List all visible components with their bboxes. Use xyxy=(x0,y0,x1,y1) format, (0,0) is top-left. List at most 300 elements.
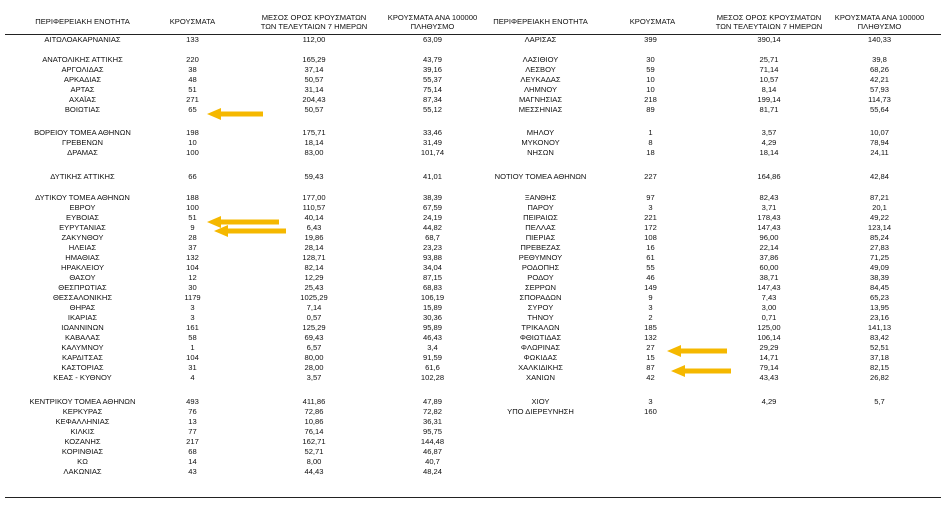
per-100k-value: 44,82 xyxy=(422,223,442,232)
region-name: ΤΡΙΚΑΛΩΝ xyxy=(521,323,560,332)
region-name: ΛΑΡΙΣΑΣ xyxy=(524,35,557,44)
cases-value: 46 xyxy=(646,273,655,282)
cases-value: 97 xyxy=(646,193,655,202)
region-name: ΑΝΑΤΟΛΙΚΗΣ ΑΤΤΙΚΗΣ xyxy=(42,55,123,64)
avg-7day-value: 4,29 xyxy=(761,138,777,147)
per-100k-value: 87,15 xyxy=(422,273,442,282)
per-100k-value: 15,89 xyxy=(422,303,442,312)
avg-7day-value: 6,57 xyxy=(306,343,322,352)
avg-7day-value: 3,71 xyxy=(761,203,777,212)
cases-value: 30 xyxy=(188,283,197,292)
header-per-line2: ΠΛΗΘΥΣΜΟ xyxy=(857,22,902,31)
per-100k-value: 91,59 xyxy=(422,353,442,362)
region-name: ΥΠΟ ΔΙΕΡΕΥΝΗΣΗ xyxy=(507,407,574,416)
region-name: ΑΙΤΩΛΟΑΚΑΡΝΑΝΙΑΣ xyxy=(44,35,121,44)
header-per-line1: ΚΡΟΥΣΜΑΤΑ ΑΝΑ 100000 xyxy=(387,13,478,22)
cases-value: 15 xyxy=(646,353,655,362)
cases-value: 16 xyxy=(646,243,655,252)
per-100k-value: 23,16 xyxy=(869,313,889,322)
per-100k-value: 33,46 xyxy=(422,128,442,137)
region-name: ΕΥΒΟΙΑΣ xyxy=(66,213,99,222)
avg-7day-value: 72,86 xyxy=(304,407,324,416)
cases-value: 1 xyxy=(648,128,653,137)
avg-7day-value: 50,57 xyxy=(304,105,324,114)
region-name: ΔΡΑΜΑΣ xyxy=(67,148,98,157)
per-100k-value: 3,4 xyxy=(427,343,438,352)
avg-7day-value: 37,86 xyxy=(759,253,779,262)
region-name: ΛΕΥΚΑΔΑΣ xyxy=(520,75,561,84)
avg-7day-value: 112,00 xyxy=(302,35,326,44)
avg-7day-value: 7,43 xyxy=(761,293,777,302)
highlight-arrow-evrytanias xyxy=(214,225,286,237)
arrow-shape xyxy=(207,108,263,120)
region-name: ΧΙΟΥ xyxy=(531,397,550,406)
per-100k-value: 23,23 xyxy=(422,243,442,252)
region-name: ΔΥΤΙΚΟΥ ΤΟΜΕΑ ΑΘΗΝΩΝ xyxy=(35,193,130,202)
cases-value: 104 xyxy=(186,353,199,362)
cases-value: 1179 xyxy=(184,293,201,302)
per-100k-value: 10,07 xyxy=(869,128,889,137)
arrow-shape xyxy=(671,365,731,377)
region-name: ΜΕΣΣΗΝΙΑΣ xyxy=(518,105,563,114)
region-name: ΠΙΕΡΙΑΣ xyxy=(525,233,556,242)
per-100k-value: 42,84 xyxy=(869,172,889,181)
cases-value: 48 xyxy=(188,75,197,84)
avg-7day-value: 25,43 xyxy=(304,283,324,292)
region-name: ΚΕΦΑΛΛΗΝΙΑΣ xyxy=(55,417,110,426)
cases-value: 30 xyxy=(646,55,655,64)
avg-7day-value: 44,43 xyxy=(304,467,324,476)
highlight-arrow-boiotias xyxy=(207,108,263,120)
bottom-rule xyxy=(5,497,941,498)
avg-7day-value: 8,00 xyxy=(306,457,322,466)
avg-7day-value: 43,43 xyxy=(759,373,779,382)
region-name: ΕΒΡΟΥ xyxy=(69,203,96,212)
avg-7day-value: 177,00 xyxy=(302,193,326,202)
per-100k-value: 24,19 xyxy=(422,213,442,222)
cases-value: 77 xyxy=(188,427,197,436)
avg-7day-value: 128,71 xyxy=(302,253,326,262)
cases-value: 59 xyxy=(646,65,655,74)
per-100k-value: 39,8 xyxy=(872,55,887,64)
region-name: ΚΑΡΔΙΤΣΑΣ xyxy=(62,353,103,362)
avg-7day-value: 1025,29 xyxy=(300,293,328,302)
region-name: ΤΗΝΟΥ xyxy=(527,313,554,322)
cases-value: 42 xyxy=(646,373,655,382)
region-name: ΔΥΤΙΚΗΣ ΑΤΤΙΚΗΣ xyxy=(50,172,115,181)
per-100k-value: 37,18 xyxy=(869,353,889,362)
per-100k-value: 83,42 xyxy=(869,333,889,342)
per-100k-value: 68,7 xyxy=(425,233,440,242)
per-100k-value: 55,12 xyxy=(422,105,442,114)
cases-value: 87 xyxy=(646,363,655,372)
avg-7day-value: 162,71 xyxy=(302,437,326,446)
avg-7day-value: 22,14 xyxy=(759,243,779,252)
per-100k-value: 123,14 xyxy=(867,223,892,232)
region-name: ΑΡΚΑΔΙΑΣ xyxy=(63,75,102,84)
avg-7day-value: 204,43 xyxy=(302,95,326,104)
per-100k-value: 49,22 xyxy=(869,213,889,222)
per-100k-value: 84,45 xyxy=(869,283,889,292)
avg-7day-value: 18,14 xyxy=(304,138,324,147)
avg-7day-value: 165,29 xyxy=(302,55,326,64)
region-name: ΚΩ xyxy=(77,457,88,466)
cases-value: 51 xyxy=(188,213,197,222)
avg-7day-value: 76,14 xyxy=(304,427,324,436)
avg-7day-value: 82,43 xyxy=(759,193,779,202)
cases-value: 3 xyxy=(648,203,653,212)
region-name: ΠΑΡΟΥ xyxy=(527,203,554,212)
region-name: ΦΩΚΙΔΑΣ xyxy=(523,353,558,362)
avg-7day-value: 0,57 xyxy=(306,313,322,322)
header-region-right: ΠΕΡΙΦΕΡΕΙΑΚΗ ΕΝΟΤΗΤΑ xyxy=(493,17,588,26)
cases-value: 37 xyxy=(188,243,197,252)
per-100k-value: 49,09 xyxy=(869,263,889,272)
region-name: ΘΕΣΠΡΩΤΙΑΣ xyxy=(58,283,107,292)
per-100k-value: 20,1 xyxy=(872,203,887,212)
cases-value: 160 xyxy=(644,407,657,416)
cases-value: 221 xyxy=(644,213,657,222)
avg-7day-value: 82,14 xyxy=(304,263,324,272)
cases-value: 3 xyxy=(190,313,195,322)
cases-value: 10 xyxy=(646,75,655,84)
avg-7day-value: 3,57 xyxy=(306,373,322,382)
per-100k-value: 63,09 xyxy=(422,35,442,44)
region-name: ΘΕΣΣΑΛΟΝΙΚΗΣ xyxy=(52,293,113,302)
per-100k-value: 46,43 xyxy=(422,333,442,342)
per-100k-value: 46,87 xyxy=(422,447,442,456)
avg-7day-value: 29,29 xyxy=(759,343,779,352)
region-name: ΡΟΔΟΥ xyxy=(527,273,554,282)
cases-value: 198 xyxy=(186,128,199,137)
cases-value: 100 xyxy=(186,148,199,157)
cases-value: 14 xyxy=(188,457,197,466)
per-100k-value: 36,31 xyxy=(422,417,442,426)
avg-7day-value: 50,57 xyxy=(304,75,324,84)
cases-value: 100 xyxy=(186,203,199,212)
per-100k-value: 72,82 xyxy=(422,407,442,416)
region-name: ΚΕΑΣ - ΚΥΘΝΟΥ xyxy=(53,373,112,382)
cases-value: 217 xyxy=(186,437,199,446)
per-100k-value: 106,19 xyxy=(420,293,445,302)
region-name: ΛΑΣΙΘΙΟΥ xyxy=(522,55,559,64)
avg-7day-value: 106,14 xyxy=(757,333,781,342)
per-100k-value: 41,01 xyxy=(422,172,442,181)
per-100k-value: 5,7 xyxy=(874,397,885,406)
cases-value: 220 xyxy=(186,55,199,64)
cases-value: 185 xyxy=(644,323,657,332)
avg-7day-value: 8,14 xyxy=(761,85,777,94)
cases-value: 28 xyxy=(188,233,197,242)
per-100k-value: 30,36 xyxy=(422,313,442,322)
per-100k-value: 38,39 xyxy=(869,273,889,282)
region-name: ΝΗΣΩΝ xyxy=(527,148,554,157)
avg-7day-value: 59,43 xyxy=(304,172,324,181)
region-name: ΛΗΜΝΟΥ xyxy=(523,85,558,94)
per-100k-value: 34,04 xyxy=(422,263,442,272)
cases-value: 8 xyxy=(648,138,653,147)
cases-value: 149 xyxy=(644,283,657,292)
avg-7day-value: 69,43 xyxy=(304,333,324,342)
per-100k-value: 93,88 xyxy=(422,253,442,262)
per-100k-value: 40,7 xyxy=(425,457,440,466)
avg-7day-value: 38,71 xyxy=(759,273,779,282)
cases-value: 1 xyxy=(190,343,195,352)
header-per-line1: ΚΡΟΥΣΜΑΤΑ ΑΝΑ 100000 xyxy=(834,13,925,22)
per-100k-value: 26,82 xyxy=(869,373,889,382)
cases-value: 172 xyxy=(644,223,657,232)
per-100k-value: 47,89 xyxy=(422,397,442,406)
region-name: ΚΕΡΚΥΡΑΣ xyxy=(62,407,103,416)
region-name: ΚΕΝΤΡΙΚΟΥ ΤΟΜΕΑ ΑΘΗΝΩΝ xyxy=(29,397,136,406)
cases-value: 218 xyxy=(644,95,657,104)
per-100k-value: 78,94 xyxy=(869,138,889,147)
avg-7day-value: 7,14 xyxy=(306,303,322,312)
per-100k-value: 114,73 xyxy=(868,95,891,104)
per-100k-value: 71,25 xyxy=(869,253,889,262)
cases-value: 43 xyxy=(188,467,197,476)
region-name: ΛΕΣΒΟΥ xyxy=(525,65,556,74)
region-name: ΧΑΛΚΙΔΙΚΗΣ xyxy=(518,363,563,372)
cases-value: 227 xyxy=(644,172,657,181)
region-name: ΧΑΝΙΩΝ xyxy=(526,373,555,382)
region-name: ΓΡΕΒΕΝΩΝ xyxy=(61,138,104,147)
region-name: ΚΑΣΤΟΡΙΑΣ xyxy=(61,363,104,372)
header-avg-line1: ΜΕΣΟΣ ΟΡΟΣ ΚΡΟΥΣΜΑΤΩΝ xyxy=(261,13,367,22)
avg-7day-value: 199,14 xyxy=(757,95,781,104)
region-name: ΛΑΚΩΝΙΑΣ xyxy=(63,467,102,476)
cases-value: 12 xyxy=(188,273,197,282)
per-100k-value: 13,95 xyxy=(869,303,889,312)
per-100k-value: 42,21 xyxy=(869,75,889,84)
region-name: ΦΘΙΩΤΙΔΑΣ xyxy=(519,333,562,342)
avg-7day-value: 12,29 xyxy=(304,273,324,282)
region-name: ΜΥΚΟΝΟΥ xyxy=(521,138,560,147)
region-name: ΑΡΓΟΛΙΔΑΣ xyxy=(61,65,104,74)
avg-7day-value: 390,14 xyxy=(757,35,781,44)
region-name: ΝΟΤΙΟΥ ΤΟΜΕΑ ΑΘΗΝΩΝ xyxy=(494,172,587,181)
avg-7day-value: 25,71 xyxy=(759,55,779,64)
avg-7day-value: 14,71 xyxy=(759,353,779,362)
cases-value: 4 xyxy=(190,373,195,382)
cases-value: 9 xyxy=(190,223,195,232)
per-100k-value: 141,13 xyxy=(867,323,892,332)
per-100k-value: 52,51 xyxy=(869,343,889,352)
cases-value: 61 xyxy=(646,253,655,262)
per-100k-value: 55,37 xyxy=(422,75,442,84)
region-name: ΜΑΓΝΗΣΙΑΣ xyxy=(518,95,563,104)
per-100k-value: 68,83 xyxy=(422,283,442,292)
per-100k-value: 95,89 xyxy=(422,323,442,332)
region-name: ΗΛΕΙΑΣ xyxy=(68,243,97,252)
avg-7day-value: 110,57 xyxy=(302,203,326,212)
region-name: ΗΜΑΘΙΑΣ xyxy=(65,253,100,262)
region-name: ΦΛΩΡΙΝΑΣ xyxy=(520,343,561,352)
per-100k-value: 38,39 xyxy=(422,193,442,202)
cases-value: 2 xyxy=(648,313,653,322)
region-name: ΣΠΟΡΑΔΩΝ xyxy=(519,293,562,302)
region-name: ΕΥΡΥΤΑΝΙΑΣ xyxy=(59,223,106,232)
avg-7day-value: 147,43 xyxy=(757,283,781,292)
cases-value: 132 xyxy=(644,333,657,342)
region-name: ΠΕΛΛΑΣ xyxy=(525,223,556,232)
avg-7day-value: 80,00 xyxy=(304,353,324,362)
cases-value: 13 xyxy=(188,417,197,426)
per-100k-value: 65,23 xyxy=(869,293,889,302)
avg-7day-value: 96,00 xyxy=(759,233,779,242)
region-name: ΜΗΛΟΥ xyxy=(526,128,555,137)
avg-7day-value: 3,00 xyxy=(761,303,777,312)
header-cases-right: ΚΡΟΥΣΜΑΤΑ xyxy=(629,17,676,26)
header-avg-line1: ΜΕΣΟΣ ΟΡΟΣ ΚΡΟΥΣΜΑΤΩΝ xyxy=(716,13,822,22)
per-100k-value: 140,33 xyxy=(867,35,892,44)
cases-value: 10 xyxy=(188,138,197,147)
per-100k-value: 68,26 xyxy=(869,65,889,74)
avg-7day-value: 40,14 xyxy=(304,213,324,222)
cases-value: 188 xyxy=(186,193,199,202)
avg-7day-value: 37,14 xyxy=(304,65,324,74)
avg-7day-value: 3,57 xyxy=(761,128,777,137)
avg-7day-value: 4,29 xyxy=(761,397,777,406)
per-100k-value: 87,34 xyxy=(422,95,442,104)
region-name: ΘΗΡΑΣ xyxy=(69,303,96,312)
per-100k-value: 48,24 xyxy=(422,467,442,476)
region-name: ΡΟΔΟΠΗΣ xyxy=(521,263,560,272)
per-100k-value: 95,75 xyxy=(422,427,442,436)
avg-7day-value: 18,14 xyxy=(759,148,779,157)
avg-7day-value: 125,29 xyxy=(302,323,326,332)
cases-value: 18 xyxy=(646,148,655,157)
region-name: ΒΟΡΕΙΟΥ ΤΟΜΕΑ ΑΘΗΝΩΝ xyxy=(34,128,131,137)
per-100k-value: 67,59 xyxy=(422,203,442,212)
region-name: ΚΙΛΚΙΣ xyxy=(70,427,95,436)
avg-7day-value: 52,71 xyxy=(304,447,324,456)
header-avg-left xyxy=(248,13,380,31)
highlight-arrow-fthiotidas xyxy=(667,345,727,357)
region-name: ΑΡΤΑΣ xyxy=(70,85,95,94)
avg-7day-value: 19,86 xyxy=(304,233,324,242)
per-100k-value: 55,64 xyxy=(869,105,889,114)
cases-value: 51 xyxy=(188,85,197,94)
avg-7day-value: 10,86 xyxy=(304,417,324,426)
avg-7day-value: 125,00 xyxy=(757,323,781,332)
per-100k-value: 87,21 xyxy=(869,193,889,202)
region-name: ΠΕΙΡΑΙΩΣ xyxy=(523,213,558,222)
cases-value: 161 xyxy=(186,323,199,332)
cases-value: 31 xyxy=(188,363,197,372)
avg-7day-value: 71,14 xyxy=(759,65,779,74)
region-name: ΣΕΡΡΩΝ xyxy=(524,283,557,292)
cases-value: 66 xyxy=(188,172,197,181)
region-name: ΖΑΚΥΝΘΟΥ xyxy=(61,233,104,242)
cases-value: 58 xyxy=(188,333,197,342)
cases-value: 55 xyxy=(646,263,655,272)
cases-value: 3 xyxy=(648,397,653,406)
region-name: ΗΡΑΚΛΕΙΟΥ xyxy=(60,263,105,272)
avg-7day-value: 178,43 xyxy=(757,213,781,222)
header-cases-left: ΚΡΟΥΣΜΑΤΑ xyxy=(169,17,216,26)
cases-value: 65 xyxy=(188,105,197,114)
cases-value: 27 xyxy=(646,343,655,352)
avg-7day-value: 147,43 xyxy=(757,223,781,232)
region-name: ΙΚΑΡΙΑΣ xyxy=(67,313,98,322)
per-100k-value: 27,83 xyxy=(869,243,889,252)
region-name: ΑΧΑΪΑΣ xyxy=(68,95,97,104)
header-avg-line2: ΤΩΝ ΤΕΛΕΥΤΑΙΩΝ 7 ΗΜΕΡΩΝ xyxy=(715,22,823,31)
per-100k-value: 39,16 xyxy=(422,65,442,74)
header-avg-line2: ΤΩΝ ΤΕΛΕΥΤΑΙΩΝ 7 ΗΜΕΡΩΝ xyxy=(260,22,368,31)
cases-value: 3 xyxy=(648,303,653,312)
cases-value: 493 xyxy=(186,397,199,406)
per-100k-value: 61,6 xyxy=(425,363,440,372)
per-100k-value: 85,24 xyxy=(869,233,889,242)
avg-7day-value: 175,71 xyxy=(302,128,326,137)
cases-value: 133 xyxy=(186,35,199,44)
cases-value: 3 xyxy=(190,303,195,312)
header-per-right xyxy=(812,13,946,31)
region-name: ΡΕΘΥΜΝΟΥ xyxy=(518,253,563,262)
avg-7day-value: 28,14 xyxy=(304,243,324,252)
arrow-shape xyxy=(214,225,286,237)
avg-7day-value: 81,71 xyxy=(759,105,779,114)
region-name: ΒΟΙΩΤΙΑΣ xyxy=(64,105,101,114)
per-100k-value: 102,28 xyxy=(420,373,445,382)
avg-7day-value: 60,00 xyxy=(759,263,779,272)
avg-7day-value: 28,00 xyxy=(304,363,324,372)
avg-7day-value: 6,43 xyxy=(306,223,322,232)
per-100k-value: 24,11 xyxy=(870,148,889,157)
per-100k-value: 144,48 xyxy=(420,437,445,446)
avg-7day-value: 164,86 xyxy=(757,172,781,181)
avg-7day-value: 31,14 xyxy=(304,85,324,94)
region-name: ΠΡΕΒΕΖΑΣ xyxy=(520,243,561,252)
region-name: ΙΩΑΝΝΙΝΩΝ xyxy=(61,323,104,332)
per-100k-value: 101,74 xyxy=(420,148,445,157)
per-100k-value: 43,79 xyxy=(422,55,442,64)
cases-value: 68 xyxy=(188,447,197,456)
region-name: ΚΟΖΑΝΗΣ xyxy=(64,437,101,446)
cases-value: 108 xyxy=(644,233,657,242)
avg-7day-value: 83,00 xyxy=(304,148,324,157)
region-name: ΞΑΝΘΗΣ xyxy=(524,193,557,202)
header-per-line2: ΠΛΗΘΥΣΜΟ xyxy=(410,22,455,31)
cases-value: 271 xyxy=(186,95,199,104)
region-name: ΚΟΡΙΝΘΙΑΣ xyxy=(61,447,104,456)
per-100k-value: 75,14 xyxy=(422,85,442,94)
cases-value: 104 xyxy=(186,263,199,272)
region-name: ΚΑΒΑΛΑΣ xyxy=(64,333,101,342)
region-name: ΣΥΡΟΥ xyxy=(527,303,554,312)
region-name: ΘΑΣΟΥ xyxy=(69,273,96,282)
per-100k-value: 82,15 xyxy=(869,363,889,372)
cases-value: 9 xyxy=(648,293,653,302)
cases-value: 132 xyxy=(186,253,199,262)
avg-7day-value: 10,57 xyxy=(759,75,779,84)
per-100k-value: 31,49 xyxy=(422,138,442,147)
region-name: ΚΑΛΥΜΝΟΥ xyxy=(61,343,104,352)
cases-value: 38 xyxy=(188,65,197,74)
header-region-left: ΠΕΡΙΦΕΡΕΙΑΚΗ ΕΝΟΤΗΤΑ xyxy=(35,17,130,26)
avg-7day-value: 0,71 xyxy=(761,313,777,322)
cases-value: 76 xyxy=(188,407,197,416)
cases-value: 399 xyxy=(644,35,657,44)
cases-value: 10 xyxy=(646,85,655,94)
avg-7day-value: 79,14 xyxy=(759,363,779,372)
per-100k-value: 57,93 xyxy=(869,85,889,94)
highlight-arrow-fokidas xyxy=(671,365,731,377)
avg-7day-value: 411,86 xyxy=(302,397,326,406)
cases-value: 89 xyxy=(646,105,655,114)
